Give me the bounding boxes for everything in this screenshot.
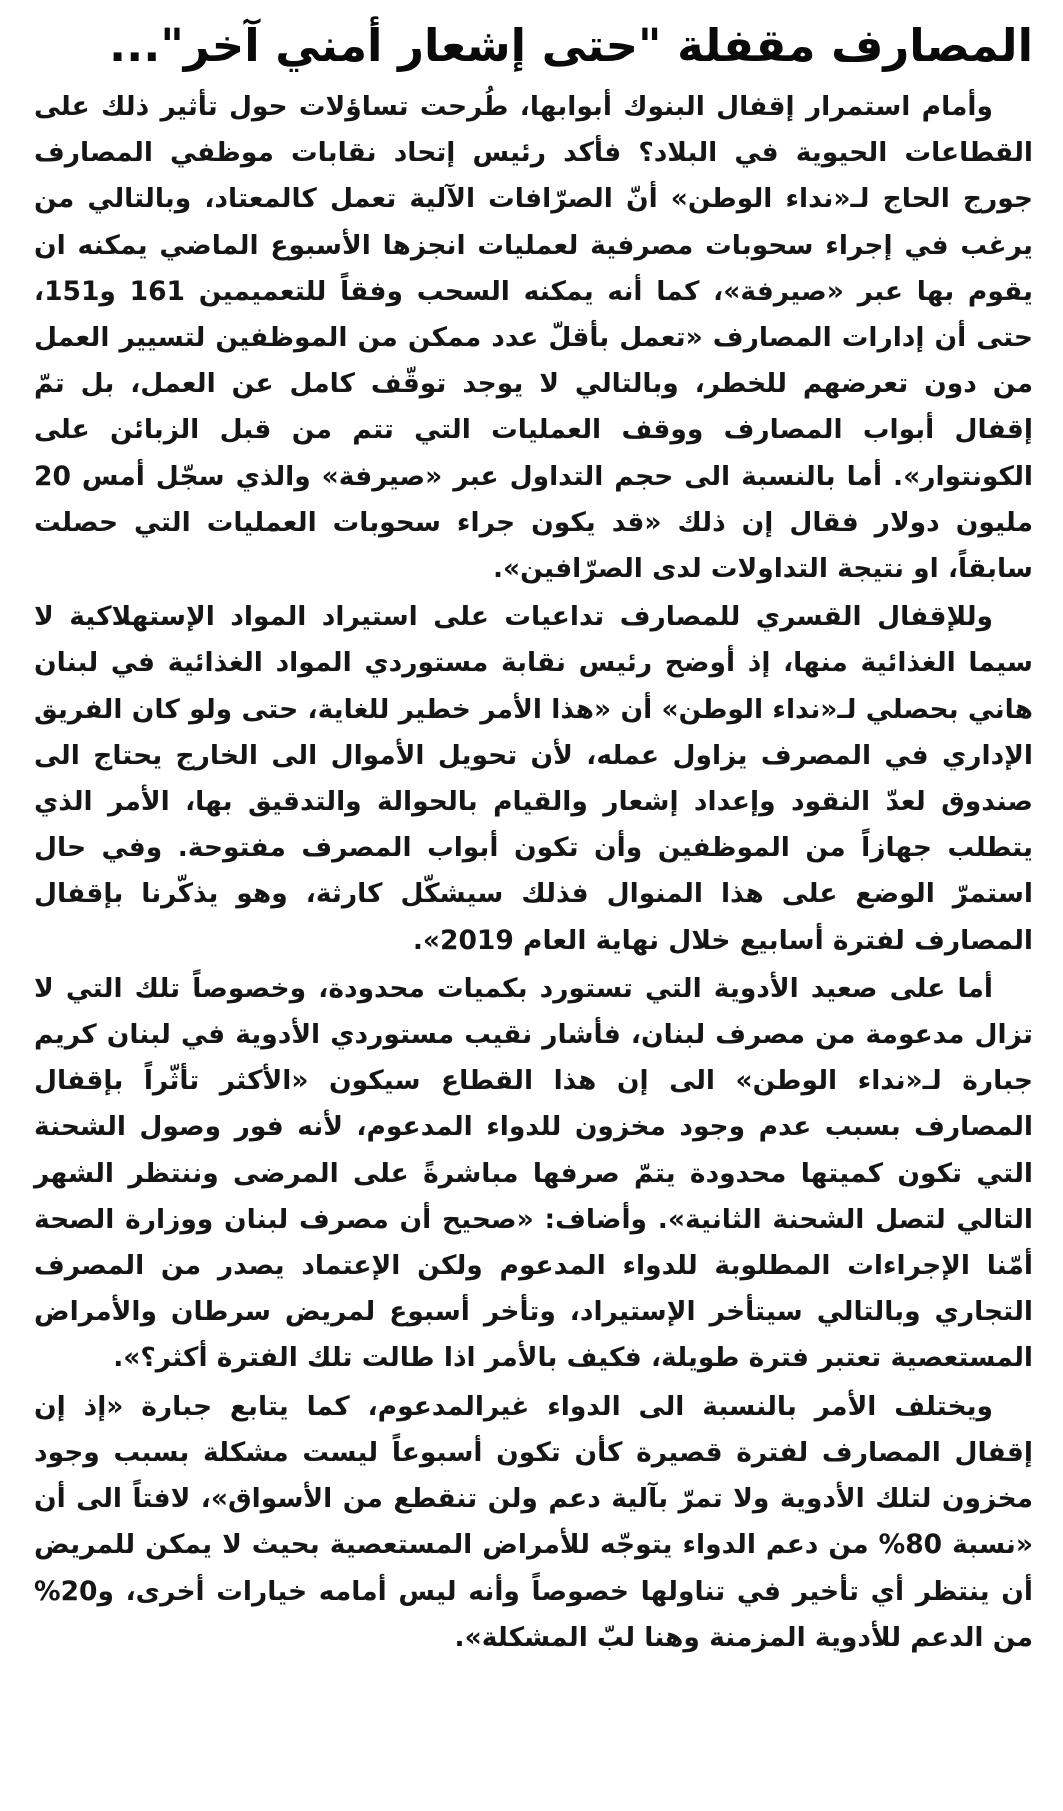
article-headline: المصارف مقفلة "حتى إشعار أمني آخر"...: [109, 19, 1033, 72]
article-paragraph: أما على صعيد الأدوية التي تستورد بكميات محدودة، وخصوصاً تلك التي لا تزال مدعومة من مصرف لبنان، فأشار نقيب مستوردي الأدوية في لبنان كريم جبارة لـ«نداء الوطن» الى إن هذا القطاع سيكون «الأكثر تأثّراً بإقفال المصارف بسبب عدم وجود مخزون للدواء المدعوم، لأنه فور وصول الشحنة التي تكون كميتها محدودة يتمّ صرفها مباشرةً على المرضى وننتظر الشهر التالي لتصل الشحنة الثانية». وأضاف: «صحيح أن مصرف لبنان ووزارة الصحة أمّنا الإجراءات المطلوبة للدواء المدعوم ولكن الإعتماد يصدر من المصرف التجاري وبالتالي سيتأخر الإستيراد، وتأخر أسبوع لمريض سرطان والأمراض المستعصية تعتبر فترة طويلة، فكيف بالأمر اذا طالت تلك الفترة أكثر؟».: [34, 972, 1033, 1374]
article-paragraph: ويختلف الأمر بالنسبة الى الدواء غيرالمدعوم، كما يتابع جبارة «إذ إن إقفال المصارف لفترة قصيرة كأن تكون أسبوعاً ليست مشكلة بسبب وجود مخزون لتلك الأدوية ولا تمرّ بآلية دعم ولن تنقطع من الأسواق»، لافتاً الى أن «نسبة 80% من دعم الدواء يتوجّه للأمراض المستعصية بحيث لا يمكن للمريض أن ينتظر أي تأخير في تناولها خصوصاً وأنه ليس أمامه خيارات أخرى، و20% من الدعم للأدوية المزمنة وهنا لبّ المشكلة».: [34, 1390, 1033, 1653]
article-paragraph: وللإقفال القسري للمصارف تداعيات على استيراد المواد الإستهلاكية لا سيما الغذائية منها، إذ أوضح رئيس نقابة مستوردي المواد الغذائية في لبنان هاني بحصلي لـ«نداء الوطن» أن «هذا الأمر خطير للغاية، حتى ولو كان الفريق الإداري في المصرف يزاول عمله، لأن تحويل الأموال الى الخارج يحتاج الى صندوق لعدّ النقود وإعداد إشعار والقيام بالحوالة والتدقيق بها، الأمر الذي يتطلب جهازاً من الموظفين وأن تكون أبواب المصرف مفتوحة. وفي حال استمرّ الوضع على هذا المنوال فذلك سيشكّل كارثة، وهو يذكّرنا بإقفال المصارف لفترة أسابيع خلال نهاية العام 2019».: [34, 601, 1033, 956]
article-paragraph: وأمام استمرار إقفال البنوك أبوابها، طُرحت تساؤلات حول تأثير ذلك على القطاعات الحيوية في البلاد؟ فأكد رئيس إتحاد نقابات موظفي المصارف جورج الحاج لـ«نداء الوطن» أنّ الصرّافات الآلية تعمل كالمعتاد، وبالتالي من يرغب في إجراء سحوبات مصرفية لعمليات انجزها الأسبوع الماضي يمكنه ان يقوم بها عبر «صيرفة»، كما أنه يمكنه السحب وفقاً للتعميمين 161 و151، حتى أن إدارات المصارف «تعمل بأقلّ عدد ممكن من الموظفين لتسيير العمل من دون تعرضهم للخطر، وبالتالي لا يوجد توقّف كامل عن العمل، بل تمّ إقفال أبواب المصارف ووقف العمليات التي تتم من قبل الزبائن على الكونتوار». أما بالنسبة الى حجم التداول عبر «صيرفة» والذي سجّل أمس 20 مليون دولار فقال إن ذلك «قد يكون جراء سحوبات العمليات التي حصلت سابقاً، او نتيجة التداولات لدى الصرّافين».: [34, 91, 1033, 585]
